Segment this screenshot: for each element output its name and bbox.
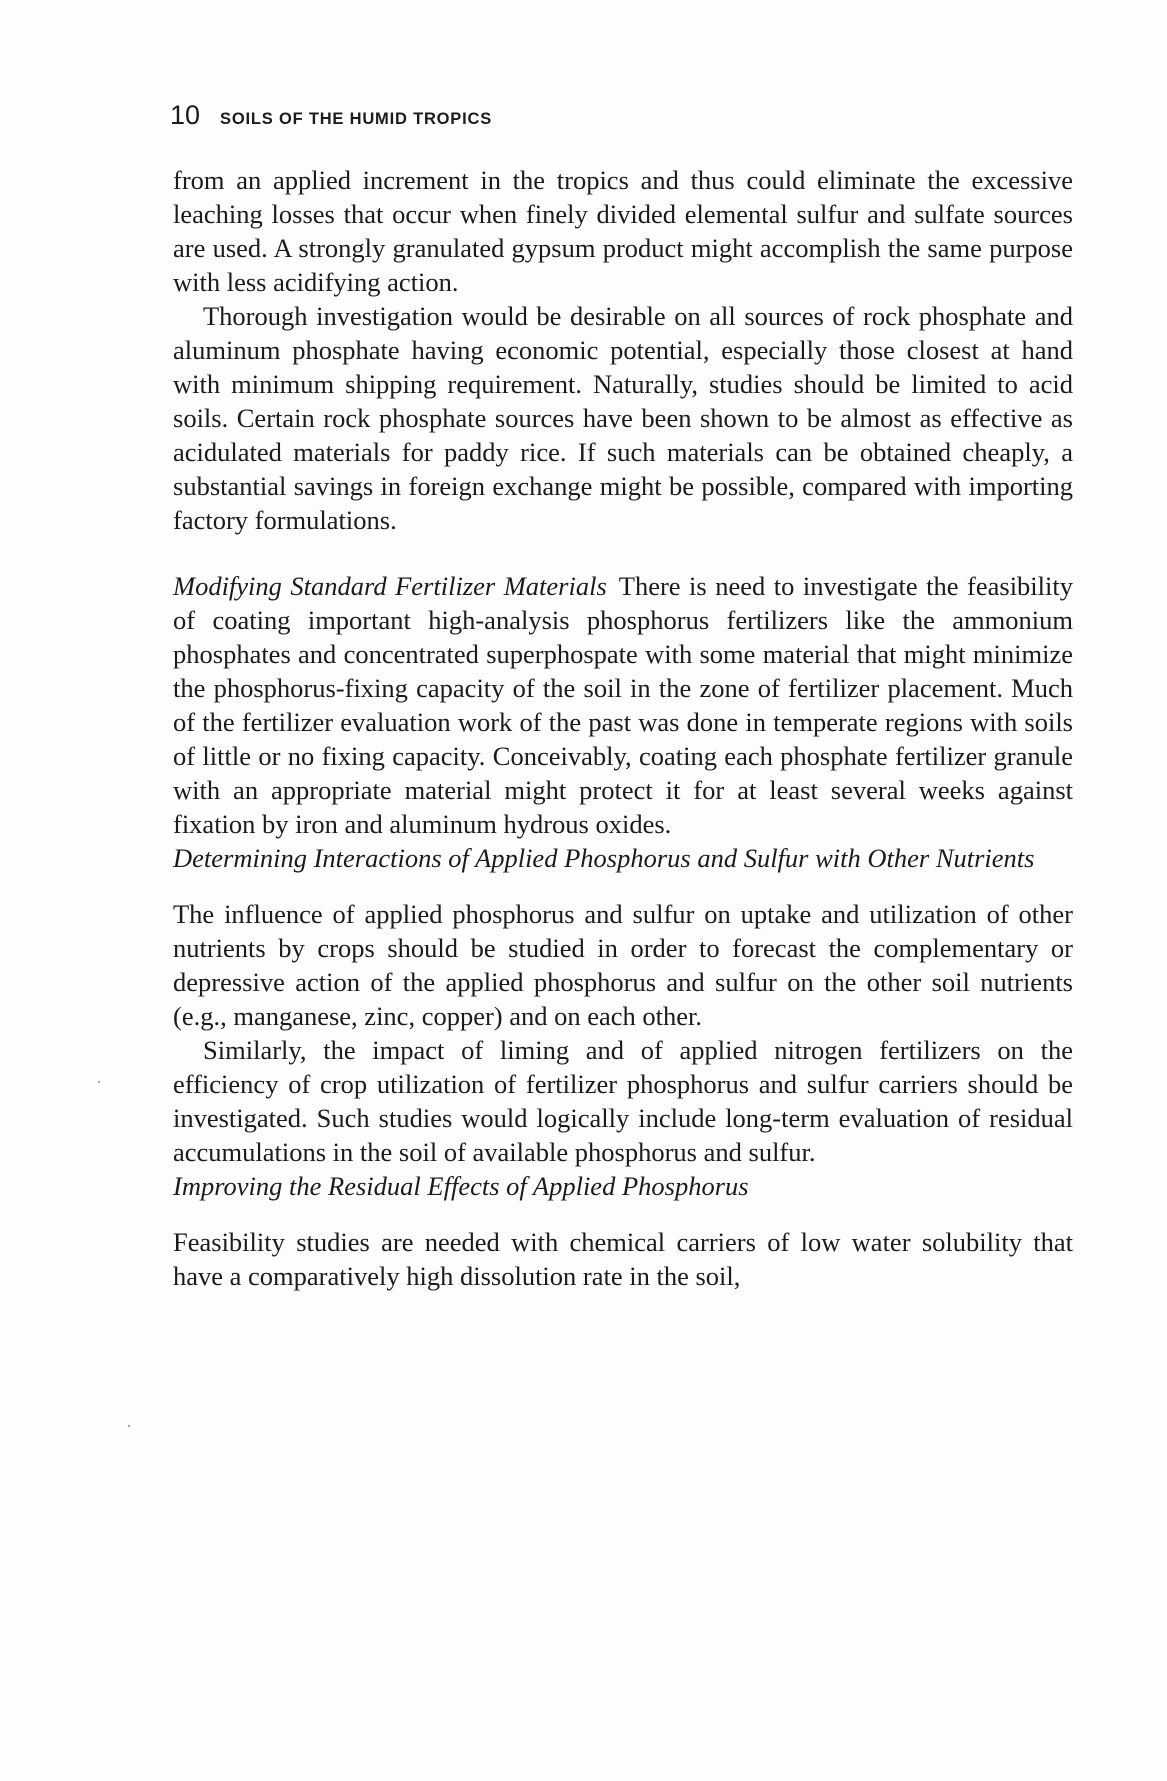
scan-speck [98,1081,100,1083]
page-number: 10 [170,100,201,130]
scan-speck [128,1425,130,1427]
paragraph-body: There is need to investigate the feasibility of coating important high-analysis phosphorus fertilizers like the ammonium phosphates and concentrated superphospate with some material that might minimize the phosphorus-fixing capacity of the soil in the zone of fertilizer placement. Much of the fertilizer evaluation work of the past was done in temperate regions with soils of little or no fixing capacity. Conceivably, coating each phosphate fertilizer granule with an appropriate material might protect it for at least several weeks against fixation by iron and aluminum hydrous oxides. [173,571,1074,839]
paragraph-modifying-materials [173,569,1073,841]
section-heading-interactions: Determining Interactions of Applied Phosphorus and Sulfur with Other Nutrients [173,843,1035,873]
paragraph-influence: The influence of applied phosphorus and sulfur on uptake and utilization of other nutrients by crops should be studied in order to forecast the complementary or depressive action of the applied phosphorus and sulfur on the other soil nutrients (e.g., manganese, zinc, copper) and on each other. [173,899,1073,1031]
paragraph-feasibility: Feasibility studies are needed with chemical carriers of low water solubility that have a comparatively high dissolution rate in the soil, [173,1227,1073,1291]
paragraph-continuation: from an applied increment in the tropics and thus could eliminate the excessive leaching losses that occur when finely divided elemental sulfur and sulfate sources are used. A strongly granulated gypsum product might accomplish the same purpose with less acidifying action. [173,165,1073,297]
running-title: SOILS OF THE HUMID TROPICS [220,110,493,128]
running-head [170,100,492,131]
section-heading-residual-effects: Improving the Residual Effects of Applied Phosphorus [173,1171,749,1201]
body-text [173,163,1073,1293]
paragraph-liming: Similarly, the impact of liming and of applied nitrogen fertilizers on the efficiency of crop utilization of fertilizer phosphorus and sulfur carriers should be investigated. Such studies would logically include long-term evaluation of residual accumulations in the soil of available phosphorus and sulfur. [173,1035,1073,1167]
run-in-heading: Modifying Standard Fertilizer Materials [173,571,607,601]
paragraph-rock-phosphate: Thorough investigation would be desirable on all sources of rock phosphate and aluminum phosphate having economic potential, especially those closest at hand with minimum shipping requirement. Naturally, studies should be limited to acid soils. Certain rock phosphate sources have been shown to be almost as effective as acidulated materials for paddy rice. If such materials can be obtained cheaply, a substantial savings in foreign exchange might be possible, compared with importing factory formulations. [173,301,1073,535]
